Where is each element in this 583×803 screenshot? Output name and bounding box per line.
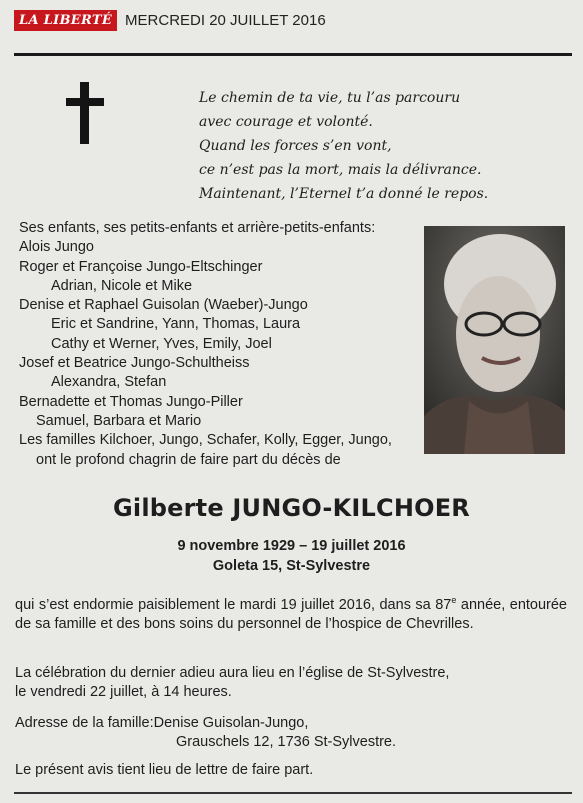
family-address-label: Adresse de la famille: bbox=[15, 715, 154, 731]
death-paragraph bbox=[15, 596, 567, 634]
poem-line: Le chemin de ta vie, tu l’as parcouru bbox=[199, 90, 461, 106]
family-address-line: Grauschels 12, 1736 St-Sylvestre. bbox=[176, 734, 397, 750]
family-line: Josef et Beatrice Jungo-Schultheiss bbox=[19, 355, 250, 372]
poem-line: avec courage et volonté. bbox=[199, 114, 373, 130]
deceased-last-name: JUNGO-KILCHOER bbox=[232, 494, 470, 522]
family-line: Samuel, Barbara et Mario bbox=[36, 412, 202, 429]
deceased-address: Goleta 15, St-Sylvestre bbox=[212, 558, 371, 574]
top-rule bbox=[14, 53, 572, 56]
death-text-rest: année, entourée de sa famille et des bons soins du personnel de l’hospice de Chevrilles. bbox=[15, 597, 567, 632]
family-line: Roger et Françoise Jungo-Eltschinger bbox=[19, 258, 263, 275]
poem-line: Maintenant, l’Eternel t’a donné le repos. bbox=[199, 186, 489, 202]
family-line: Eric et Sandrine, Yann, Thomas, Laura bbox=[51, 316, 301, 333]
family-address bbox=[15, 714, 567, 752]
life-dates: 9 novembre 1929 – 19 juillet 2016 bbox=[177, 538, 406, 554]
family-line: Alois Jungo bbox=[19, 239, 94, 256]
ceremony-line: le vendredi 22 juillet, à 14 heures. bbox=[15, 684, 232, 700]
family-intro: Ses enfants, ses petits-enfants et arrière-petits-enfants: bbox=[19, 220, 376, 236]
family-line: Cathy et Werner, Yves, Emily, Joel bbox=[51, 335, 272, 352]
family-line: Bernadette et Thomas Jungo-Piller bbox=[19, 393, 243, 410]
family-line: Les familles Kilchoer, Jungo, Schafer, Kolly, Egger, Jungo, bbox=[19, 432, 392, 449]
family-line: Alexandra, Stefan bbox=[51, 374, 167, 391]
family-address-line: Denise Guisolan-Jungo, bbox=[153, 715, 309, 731]
family-line: Adrian, Nicole et Mike bbox=[51, 277, 193, 294]
family-line: Denise et Raphael Guisolan (Waeber)-Jungo bbox=[19, 297, 308, 314]
closing-note: Le présent avis tient lieu de lettre de faire part. bbox=[15, 762, 314, 778]
portrait-photo bbox=[424, 226, 565, 454]
deceased-name bbox=[0, 494, 583, 522]
death-text: qui s’est endormie paisiblement le mardi 19 juillet 2016, dans sa 87 bbox=[15, 597, 452, 613]
poem bbox=[199, 86, 569, 206]
ceremony-line: La célébration du dernier adieu aura lieu en l’église de St-Sylvestre, bbox=[15, 665, 450, 681]
ceremony-paragraph bbox=[15, 664, 567, 702]
poem-line: ce n’est pas la mort, mais la délivrance. bbox=[199, 162, 482, 178]
newspaper-logo: LA LIBERTÉ bbox=[14, 10, 117, 31]
family-list bbox=[19, 219, 419, 470]
deceased-first-name: Gilberte bbox=[113, 494, 224, 522]
ordinal-suffix: e bbox=[451, 595, 457, 606]
issue-date: MERCREDI 20 JUILLET 2016 bbox=[125, 11, 326, 29]
family-line: ont le profond chagrin de faire part du décès de bbox=[36, 451, 341, 468]
masthead bbox=[14, 7, 326, 33]
cross-icon bbox=[66, 82, 104, 144]
poem-line: Quand les forces s’en vont, bbox=[199, 138, 392, 154]
bottom-rule bbox=[14, 792, 572, 794]
